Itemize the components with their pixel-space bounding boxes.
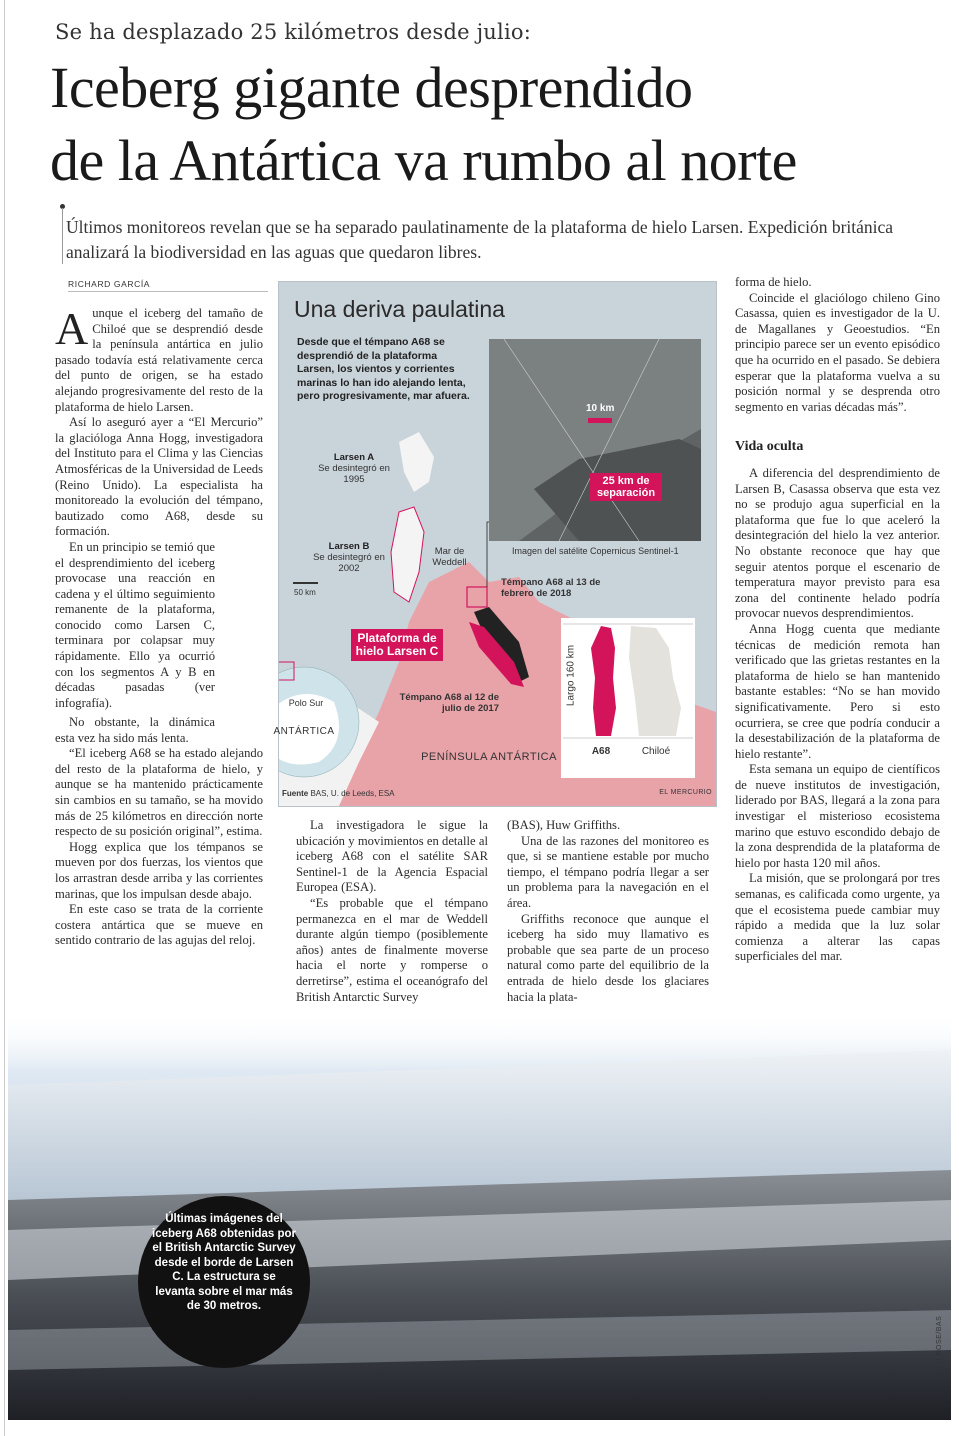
deck: Últimos monitoreos revelan que se ha separado paulatinamente de la plataforma de hielo Larsen. Expedición británica analizará la biodiversidad en las aguas que quedaron libres.: [66, 217, 894, 262]
sat-scale-label: 10 km: [586, 403, 615, 414]
a68-silhouette: [591, 626, 616, 736]
label-larsen-b-note: Se desintegró en 2002: [313, 552, 385, 574]
label-polo-sur: Polo Sur: [288, 698, 324, 708]
larsen-a-outline: [399, 432, 434, 492]
label-larsen-a-name: Larsen A: [333, 452, 375, 463]
satellite-caption: Imagen del satélite Copernicus Sentinel-1: [512, 546, 679, 556]
margin-rule: [4, 0, 5, 1436]
paragraph: No obstante, la dinámica esta vez ha sido más lenta.: [55, 715, 215, 745]
headline-line-2: de la Antártica va rumbo al norte: [50, 128, 797, 193]
label-larsen-a-note: Se desintegró en 1995: [318, 463, 390, 485]
paragraph: Griffiths reconoce que aunque el iceberg ha sido muy llamativo es probable que sea parte de un proceso natural como parte del equilibrio de la entrada de hielo desde los glaciares hacia la plata-: [507, 911, 709, 1004]
scale-label: 50 km: [294, 588, 316, 597]
paragraph: Esta semana un equipo de científicos de nueve institutos de investigación, liderado por BAS, llegará a la zona para investigar el misterioso ecosistema marino que estuvo escondido debajo de la zona desprendida de la plataforma de hielo por hasta 120 mil años.: [735, 762, 940, 870]
iceberg-photo: [8, 1010, 951, 1420]
satellite-image: [489, 339, 701, 541]
label-larsen-b: [304, 541, 394, 574]
byline: RICHARD GARCÍA: [68, 279, 151, 289]
paragraph: Una de las razones del monitoreo es que, si se mantiene estable por mucho tiempo, el témpano podría llegar a ser un problema para la navegación en el área.: [507, 833, 709, 910]
paragraph: A diferencia del desprendimiento de Larsen B, Casassa observa que esta vez no se produjo agua superficial en la plataforma que fue lo que aceleró la desintegración del hielo la vez anterior. No obstante reconoce que hay que seguir atentos porque el escenario de temperatura mayor previsto para esa zona del continente helado podría provocar nuevos desprendimientos.: [735, 466, 940, 621]
body-column-5: [735, 275, 940, 415]
iceberg-photo-svg: [8, 1010, 951, 1420]
paragraph: Así lo aseguró ayer a “El Mercurio” la glacióloga Anna Hogg, investigadora del Instituto para el Clima y las Ciencias Atmosféricas de la Universidad de Leeds (Reino Unido). La especialista ha monitoreado la evolución del témpano, bautizado como A68, desde su formación.: [55, 415, 263, 539]
label-larsen-a: [309, 452, 399, 485]
paragraph: Coincide el glaciólogo chileno Gino Casassa, quien es investigador de la U. de Magallanes y Geoestudios. “En principio parece ser un evento episódico que ha ocurrido en el pasado. Se debiera esperar que la plataforma vuelva a su posición normal y se desprenda otro segmento en varias décadas más”.: [735, 290, 940, 414]
scale-bar: [293, 582, 318, 584]
label-weddell: Mar de Weddell: [432, 546, 467, 568]
dropcap: A: [55, 303, 89, 354]
size-comparison: [561, 618, 695, 778]
paragraph: La misión, que se prolongará por tres semanas, es calificada como urgente, ya que el ecosistema puede cambiar muy rápido a medida que la luz solar comienza a alterar las capas superficiales del mar.: [735, 871, 940, 964]
body-column-4: [507, 818, 709, 1005]
compare-a68-label: A68: [591, 746, 611, 757]
infographic-source: [282, 789, 395, 798]
deck-rule: [62, 208, 63, 264]
kicker: Se ha desplazado 25 kilómetros desde julio:: [55, 20, 531, 44]
paragraph: Anna Hogg cuenta que mediante técnicas de medición remota han verificado que las grietas restantes en la plataforma de hielo se han mantenido bastante estables: “No se han movido significativamente. Pero si esto ocurriera, se cree que podría conducir a la desestabilización de la plataforma de hielo restante”.: [735, 621, 940, 761]
infographic-title: Una deriva paulatina: [294, 296, 505, 322]
tag-separation: 25 km de separación: [590, 473, 662, 501]
paragraph: forma de hielo.: [735, 275, 812, 289]
paragraph: “El iceberg A68 se ha estado alejando del resto de la plataforma de hielo, y aunque se ha mantenido prácticamente sin cambios en su tamaño, se ha movido más de 25 kilómetros en dirección norte respecto de su posición original”, estima.: [55, 746, 263, 839]
headline-line-1: Iceberg gigante desprendido: [50, 55, 693, 120]
source-text: BAS, U. de Leeds, ESA: [310, 789, 395, 798]
subhead: Vida oculta: [735, 439, 804, 454]
paragraph: La investigadora le sigue la ubicación y movimientos en detalle al iceberg A68 con el satélite SAR Sentinel-1 de la Agencia Espacial Europea (ESA).: [296, 818, 488, 895]
paragraph: En un principio se temió que el desprendimiento del iceberg provocase una reacción en cadena y el último seguimiento remanente de la plataforma, conocido como Larsen C, terminara por colapsar muy rápidamente. Ello ya ocurrió con los segmentos A y B en décadas pasadas (ver infografía).: [55, 539, 215, 710]
byline-rule: [68, 291, 268, 292]
chiloe-silhouette: [629, 626, 681, 736]
paragraph: En este caso se trata de la corriente costera antártica que se mueve en sentido contrario de las agujas del reloj.: [55, 902, 263, 948]
compare-length-label: Largo 160 km: [565, 644, 577, 707]
paragraph-text: unque el iceberg del tamaño de Chiloé que se desprendió desde la península antártica en julio pasado todavía está relativamente cerca del punto de origen, se ha estado alejando progresivamente del resto de la plataforma de hielo Larsen.: [55, 306, 263, 414]
paragraph: “Es probable que el témpano permanezca en el mar de Weddell durante algún tiempo (posiblemente años) antes de finalmente moverse hacia el norte y romperse o derretirse”, estima el oceanógrafo del British Antarctic Survey: [296, 895, 488, 1004]
satellite-image-svg: [489, 339, 701, 541]
infographic-intro: Desde que el témpano A68 se desprendió de la plataforma Larsen, los vientos y corrientes marinas lo han ido alejando lenta, pero progresivamente, mar afuera.: [297, 336, 470, 402]
source-label: Fuente: [282, 789, 309, 798]
label-peninsula: PENÍNSULA ANTÁRTICA: [421, 751, 557, 763]
body-column-3: [296, 818, 488, 1005]
tag-larsen-c: Plataforma de hielo Larsen C: [351, 629, 443, 661]
body-column-5-lower: [735, 466, 940, 965]
label-a68-2018: Témpano A68 al 13 de febrero de 2018: [501, 577, 601, 599]
paragraph: [55, 303, 263, 415]
label-a68-2017: Témpano A68 al 12 de julio de 2017: [399, 692, 499, 714]
label-larsen-b-name: Larsen B: [328, 541, 370, 552]
paragraph: (BAS), Huw Griffiths.: [507, 818, 621, 832]
body-column-1-lower: [55, 715, 263, 949]
paragraph: Hogg explica que los témpanos se mueven por dos fuerzas, los vientos que los arrastran desde arriba y las corrientes marinas, que los impulsan desde abajo.: [55, 839, 263, 901]
sat-scale-bar: [588, 418, 612, 423]
photo-credit: ALI ROSE/BAS: [936, 1315, 943, 1370]
body-column-1: [55, 303, 263, 711]
infographic: [273, 281, 717, 807]
photo-caption: Últimas imágenes del iceberg A68 obtenidas por el British Antarctic Survey desde el borde de Larsen C. La estructura se levanta sobre el mar más de 30 metros.: [152, 1213, 296, 1312]
compare-chiloe-label: Chiloé: [641, 746, 671, 757]
infographic-credit: EL MERCURIO: [659, 789, 712, 796]
larsen-b-outline: [391, 507, 424, 602]
label-antartica: ANTÁRTICA: [273, 726, 335, 737]
